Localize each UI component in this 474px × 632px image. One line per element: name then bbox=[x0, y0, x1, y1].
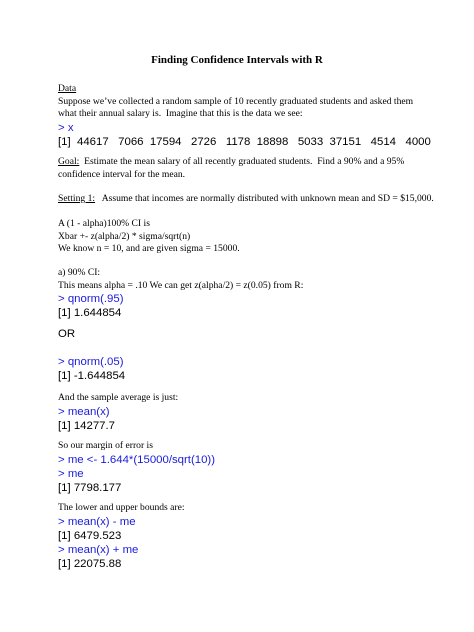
sample-average-text: And the sample average is just: bbox=[58, 392, 179, 403]
setting-label: Setting 1: bbox=[58, 193, 96, 204]
r-output-qnorm-95: [1] 1.644854 bbox=[58, 307, 122, 320]
part-a-line-1: a) 90% CI: bbox=[58, 267, 101, 278]
formula-section bbox=[58, 218, 438, 256]
or-section bbox=[58, 327, 438, 341]
data-section bbox=[58, 83, 438, 149]
r-command-mean: > mean(x) bbox=[58, 405, 110, 418]
bounds-text: The lower and upper bounds are: bbox=[58, 502, 185, 513]
sample-average-section bbox=[58, 392, 438, 433]
page-title: Finding Confidence Intervals with R bbox=[151, 54, 323, 66]
goal-text-line-2: confidence interval for the mean. bbox=[58, 168, 186, 180]
formula-line-2: Xbar +- z(alpha/2) * sigma/sqrt(n) bbox=[58, 230, 191, 242]
part-a-section bbox=[58, 267, 438, 320]
r-command-upper: > mean(x) + me bbox=[58, 543, 139, 556]
margin-section bbox=[58, 440, 438, 495]
r-output-upper: [1] 22075.88 bbox=[58, 557, 122, 570]
or-text: OR bbox=[58, 328, 76, 340]
r-command-me: > me bbox=[58, 467, 84, 480]
r-command-me-assign: > me <- 1.644*(15000/sqrt(10)) bbox=[58, 453, 216, 466]
data-heading: Data bbox=[58, 83, 77, 94]
r-command-qnorm-05: > qnorm(.05) bbox=[58, 356, 124, 368]
part-a-line-2: This means alpha = .10 We can get z(alpha/2) = z(0.05) from R: bbox=[58, 279, 304, 291]
r-output-me: [1] 7798.177 bbox=[58, 481, 122, 494]
formula-line-3: We know n = 10, and are given sigma = 15000. bbox=[58, 243, 240, 255]
r-command-lower: > mean(x) - me bbox=[58, 515, 136, 528]
formula-line-1: A (1 - alpha)100% CI is bbox=[58, 218, 150, 229]
r-command-qnorm-95: > qnorm(.95) bbox=[58, 293, 124, 306]
setting-text: Assume that incomes are normally distributed with unknown mean and SD = $15,000. bbox=[95, 193, 434, 204]
r-output-lower: [1] 6479.523 bbox=[58, 529, 122, 542]
r-output-mean: [1] 14277.7 bbox=[58, 419, 116, 432]
data-text-line-1: Suppose we’ve collected a random sample of 10 recently graduated students and asked them bbox=[58, 95, 414, 107]
margin-text: So our margin of error is bbox=[58, 440, 153, 451]
r-output-qnorm-05: [1] -1.644854 bbox=[58, 370, 126, 382]
goal-label: Goal: bbox=[58, 156, 80, 167]
goal-text-line-1: Estimate the mean salary of all recently graduated students. Find a 90% and a 95% bbox=[79, 156, 405, 167]
r-output-x: [1] 44617 7066 17594 2726 1178 18898 5033 37151 4514 4000 bbox=[58, 135, 431, 148]
goal-section bbox=[58, 156, 438, 181]
qnorm-05-section bbox=[58, 355, 438, 383]
r-command-x: > x bbox=[58, 121, 74, 134]
setting-section bbox=[58, 193, 438, 206]
bounds-section bbox=[58, 502, 438, 571]
data-text-line-2: what their annual salary is. Imagine that this is the data we see: bbox=[58, 108, 303, 120]
